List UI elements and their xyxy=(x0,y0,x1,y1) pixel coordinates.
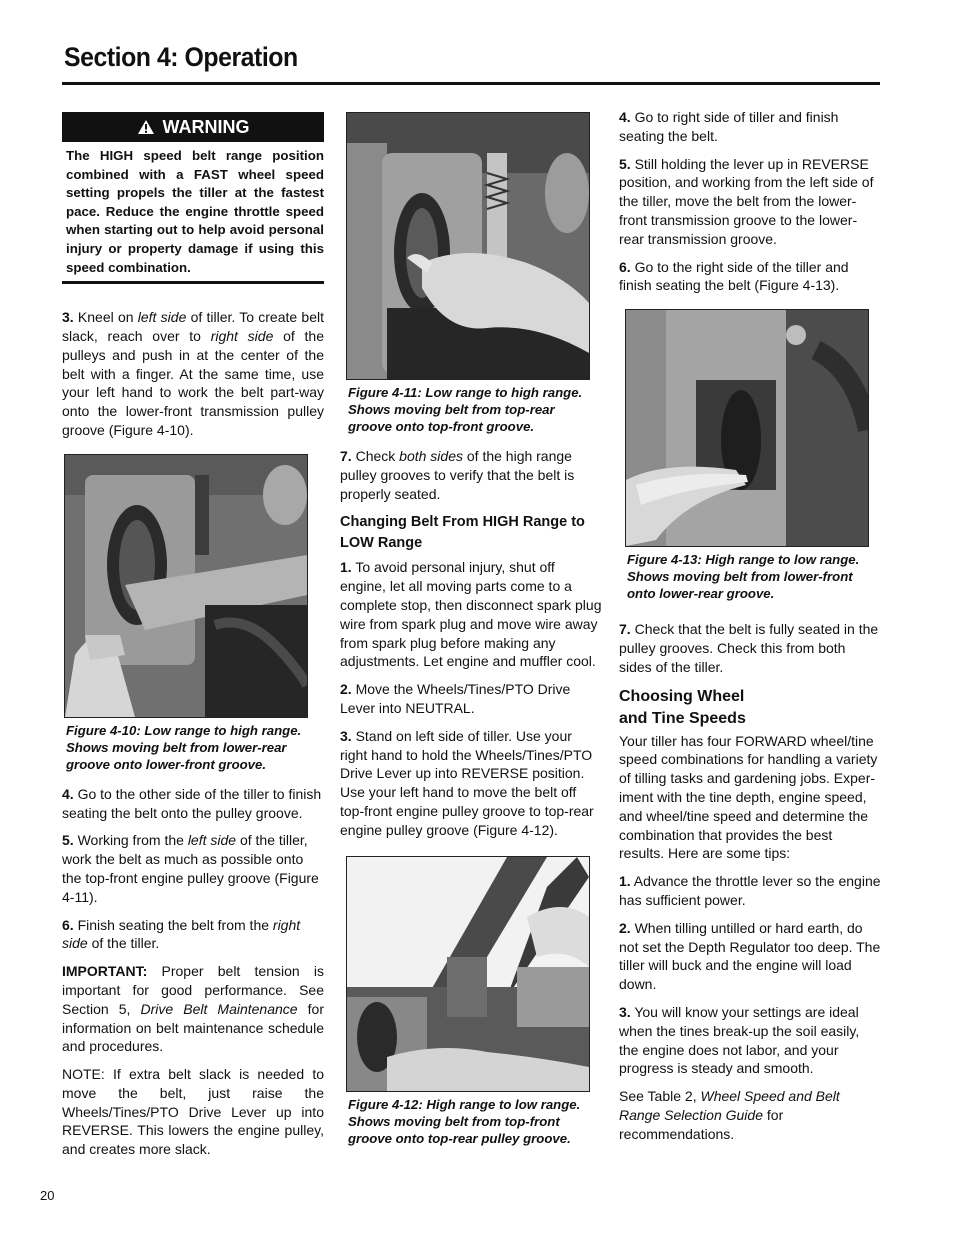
column-1 xyxy=(62,112,324,1168)
step-number: 3. xyxy=(62,309,74,326)
step-number: 7. xyxy=(340,448,352,464)
step-6-paragraph xyxy=(62,916,324,954)
text-run: for information on belt maintenance schedule and procedures. xyxy=(62,1000,324,1055)
text-run: Go to the right side of the tiller and finish seating the belt (Figure 4-13). xyxy=(619,258,849,294)
text-run: Stand on left side of tiller. Use your right hand to hold the Wheels/Tines/PTO Drive Lever up into REVERSE position. Use your left hand to move the belt off top-front engine pulley groove to top-rear engine pulley groove (Figure 4-12). xyxy=(340,727,594,838)
step-number: 3. xyxy=(619,1003,631,1020)
step-number: 2. xyxy=(619,919,631,936)
warning-divider xyxy=(62,281,324,284)
text-run: for recommendations. xyxy=(619,1106,784,1142)
step-6b-paragraph xyxy=(619,258,881,296)
figure-4-13-photo xyxy=(625,309,869,547)
important-label: IMPORTANT: xyxy=(62,963,148,980)
tip-2-paragraph xyxy=(619,919,881,994)
text-run-italic: right side xyxy=(210,327,274,344)
text-run: Go to the other side of the tiller to finish seating the belt onto the pulley groove. xyxy=(62,785,322,821)
step-7b-paragraph xyxy=(619,620,881,676)
text-run-italic: Wheel Speed and Belt Range Selection Guide xyxy=(619,1088,840,1123)
text-run-italic: both sides xyxy=(399,448,463,464)
subheading-line: Choosing Wheel xyxy=(619,687,745,705)
column-3 xyxy=(619,108,881,1153)
step-3-paragraph xyxy=(62,308,324,440)
text-run: Proper belt tension is important for good performance. See Section 5, xyxy=(62,963,324,1017)
step-number: 6. xyxy=(62,916,74,933)
figure-4-12-photo xyxy=(346,856,590,1092)
text-run: Kneel on xyxy=(73,309,138,326)
step-1-paragraph xyxy=(340,558,602,671)
note-paragraph: NOTE: If extra belt slack is needed to move the belt, just raise the Wheels/Tines/PTO Drive Lever up into REVERSE. This lowers the engine pulley, and creates more slack. xyxy=(62,1066,324,1158)
text-run: of the pulleys and push in at the center of the belt with a finger. At the same time, use your left hand to work the belt part-way onto the lower-front transmission pulley groove (Figure 4-10). xyxy=(62,327,325,438)
figure-4-10-caption: Figure 4-10: Low range to high range. Shows moving belt from lower-rear groove onto lower-front groove. xyxy=(66,722,302,772)
text-run: Advance the throttle lever so the engine has sufficient power. xyxy=(619,873,881,908)
step-number: 6. xyxy=(619,258,631,275)
figure-4-11-caption: Figure 4-11: Low range to high range. Shows moving belt from top-rear groove onto top-front groove. xyxy=(348,385,583,434)
warning-label: WARNING xyxy=(162,116,250,137)
figure-4-13-caption: Figure 4-13: High range to low range. Shows moving belt from lower-front onto lower-rear groove. xyxy=(627,552,860,602)
step-number: 4. xyxy=(619,109,631,125)
subheading-high-to-low: Changing Belt From HIGH Range to LOW Range xyxy=(340,514,585,552)
text-run: Check xyxy=(351,448,400,464)
step-number: 5. xyxy=(619,155,631,172)
step-number: 1. xyxy=(619,873,631,890)
column-2 xyxy=(340,112,602,1159)
text-run: of the tiller. xyxy=(87,935,160,952)
step-3b-paragraph xyxy=(340,727,602,840)
important-paragraph xyxy=(62,962,324,1056)
step-number: 3. xyxy=(340,727,352,744)
step-4b-paragraph xyxy=(619,108,881,146)
text-run: of the tiller, work the belt as much as possible onto the top-front engine pulley groove (Figure 4-11). xyxy=(62,832,319,905)
warning-header xyxy=(62,112,324,142)
step-number: 4. xyxy=(62,785,74,802)
text-run: To avoid personal injury, shut off engine, let all moving parts come to a complete stop, then disconnect spark plug wire from spark plug and move wire away from spark plug before making any adjustments. Let engine and muffler cool. xyxy=(340,559,602,670)
text-run: Go to right side of tiller and finish seating the belt. xyxy=(619,109,839,144)
subheading-wheel-tine-speeds xyxy=(619,686,881,730)
step-number: 5. xyxy=(62,832,74,849)
step-4-paragraph xyxy=(62,785,324,823)
text-run: When tilling untilled or hard earth, do not set the Depth Regulator too deep. The tiller will buck and the engine will load down. xyxy=(619,919,881,993)
step-5b-paragraph xyxy=(619,155,881,249)
text-run: of the high range pulley grooves to verify that the belt is properly seated. xyxy=(340,448,575,502)
figure-4-11-photo xyxy=(346,112,590,380)
text-run-italic: left side xyxy=(137,309,187,326)
text-run-italic: Drive Belt Maintenance xyxy=(140,1000,298,1017)
text-run: of tiller. To create belt slack, reach over to xyxy=(62,309,324,344)
text-run: You will know your settings are ideal when the tines break-up the soil easily, the engine does not labor, and your progress is steady and smooth. xyxy=(619,1003,860,1077)
subheading-line: and Tine Speeds xyxy=(619,709,746,727)
step-number: 1. xyxy=(340,559,352,576)
section-title: Section 4: Operation xyxy=(64,42,298,72)
step-number: 2. xyxy=(340,681,352,698)
text-run: See Table 2, xyxy=(619,1088,701,1105)
warning-text: The HIGH speed belt range position combined with a FAST wheel speed setting propels the tiller at the fastest pace. Reduce the engine throttle speed when starting out to help avoid personal injury or property damage if using this speed combination. xyxy=(66,148,324,275)
text-run: Move the Wheels/Tines/PTO Drive Lever into NEUTRAL. xyxy=(340,681,571,716)
text-run: Finish seating the belt from the xyxy=(73,916,273,933)
tip-1-paragraph xyxy=(619,872,881,910)
step-7-paragraph xyxy=(340,447,602,503)
text-run-italic: left side xyxy=(187,832,237,849)
text-run: Still holding the lever up in REVERSE position, and working from the left side of the tiller, move the belt from the lower-front transmission groove to the lower-rear transmission groove. xyxy=(619,155,874,247)
page-number: 20 xyxy=(40,1188,55,1203)
text-run-italic: right side xyxy=(62,916,301,952)
step-5-paragraph xyxy=(62,831,324,906)
text-run: Working from the xyxy=(73,832,188,849)
text-run: Check that the belt is fully seated in the pulley grooves. Check this from both sides of the tiller. xyxy=(619,621,879,675)
step-2-paragraph xyxy=(340,680,602,718)
figure-4-10-photo xyxy=(64,454,308,718)
figure-4-12-caption: Figure 4-12: High range to low range. Shows moving belt from top-front groove onto top-rear pulley groove. xyxy=(348,1096,581,1146)
see-table-paragraph xyxy=(619,1087,881,1143)
intro-paragraph: Your tiller has four FORWARD wheel/tine speed combinations for handling a variety of tilling tasks and gardening jobs. Exper-iment with the tine depth, engine speed, and wheel/tine speed and determine the combination that provides the best results. Here are some tips: xyxy=(619,732,878,862)
step-number: 7. xyxy=(619,621,631,638)
warning-triangle-icon xyxy=(137,119,155,135)
title-divider xyxy=(62,82,880,85)
tip-3-paragraph xyxy=(619,1003,881,1078)
